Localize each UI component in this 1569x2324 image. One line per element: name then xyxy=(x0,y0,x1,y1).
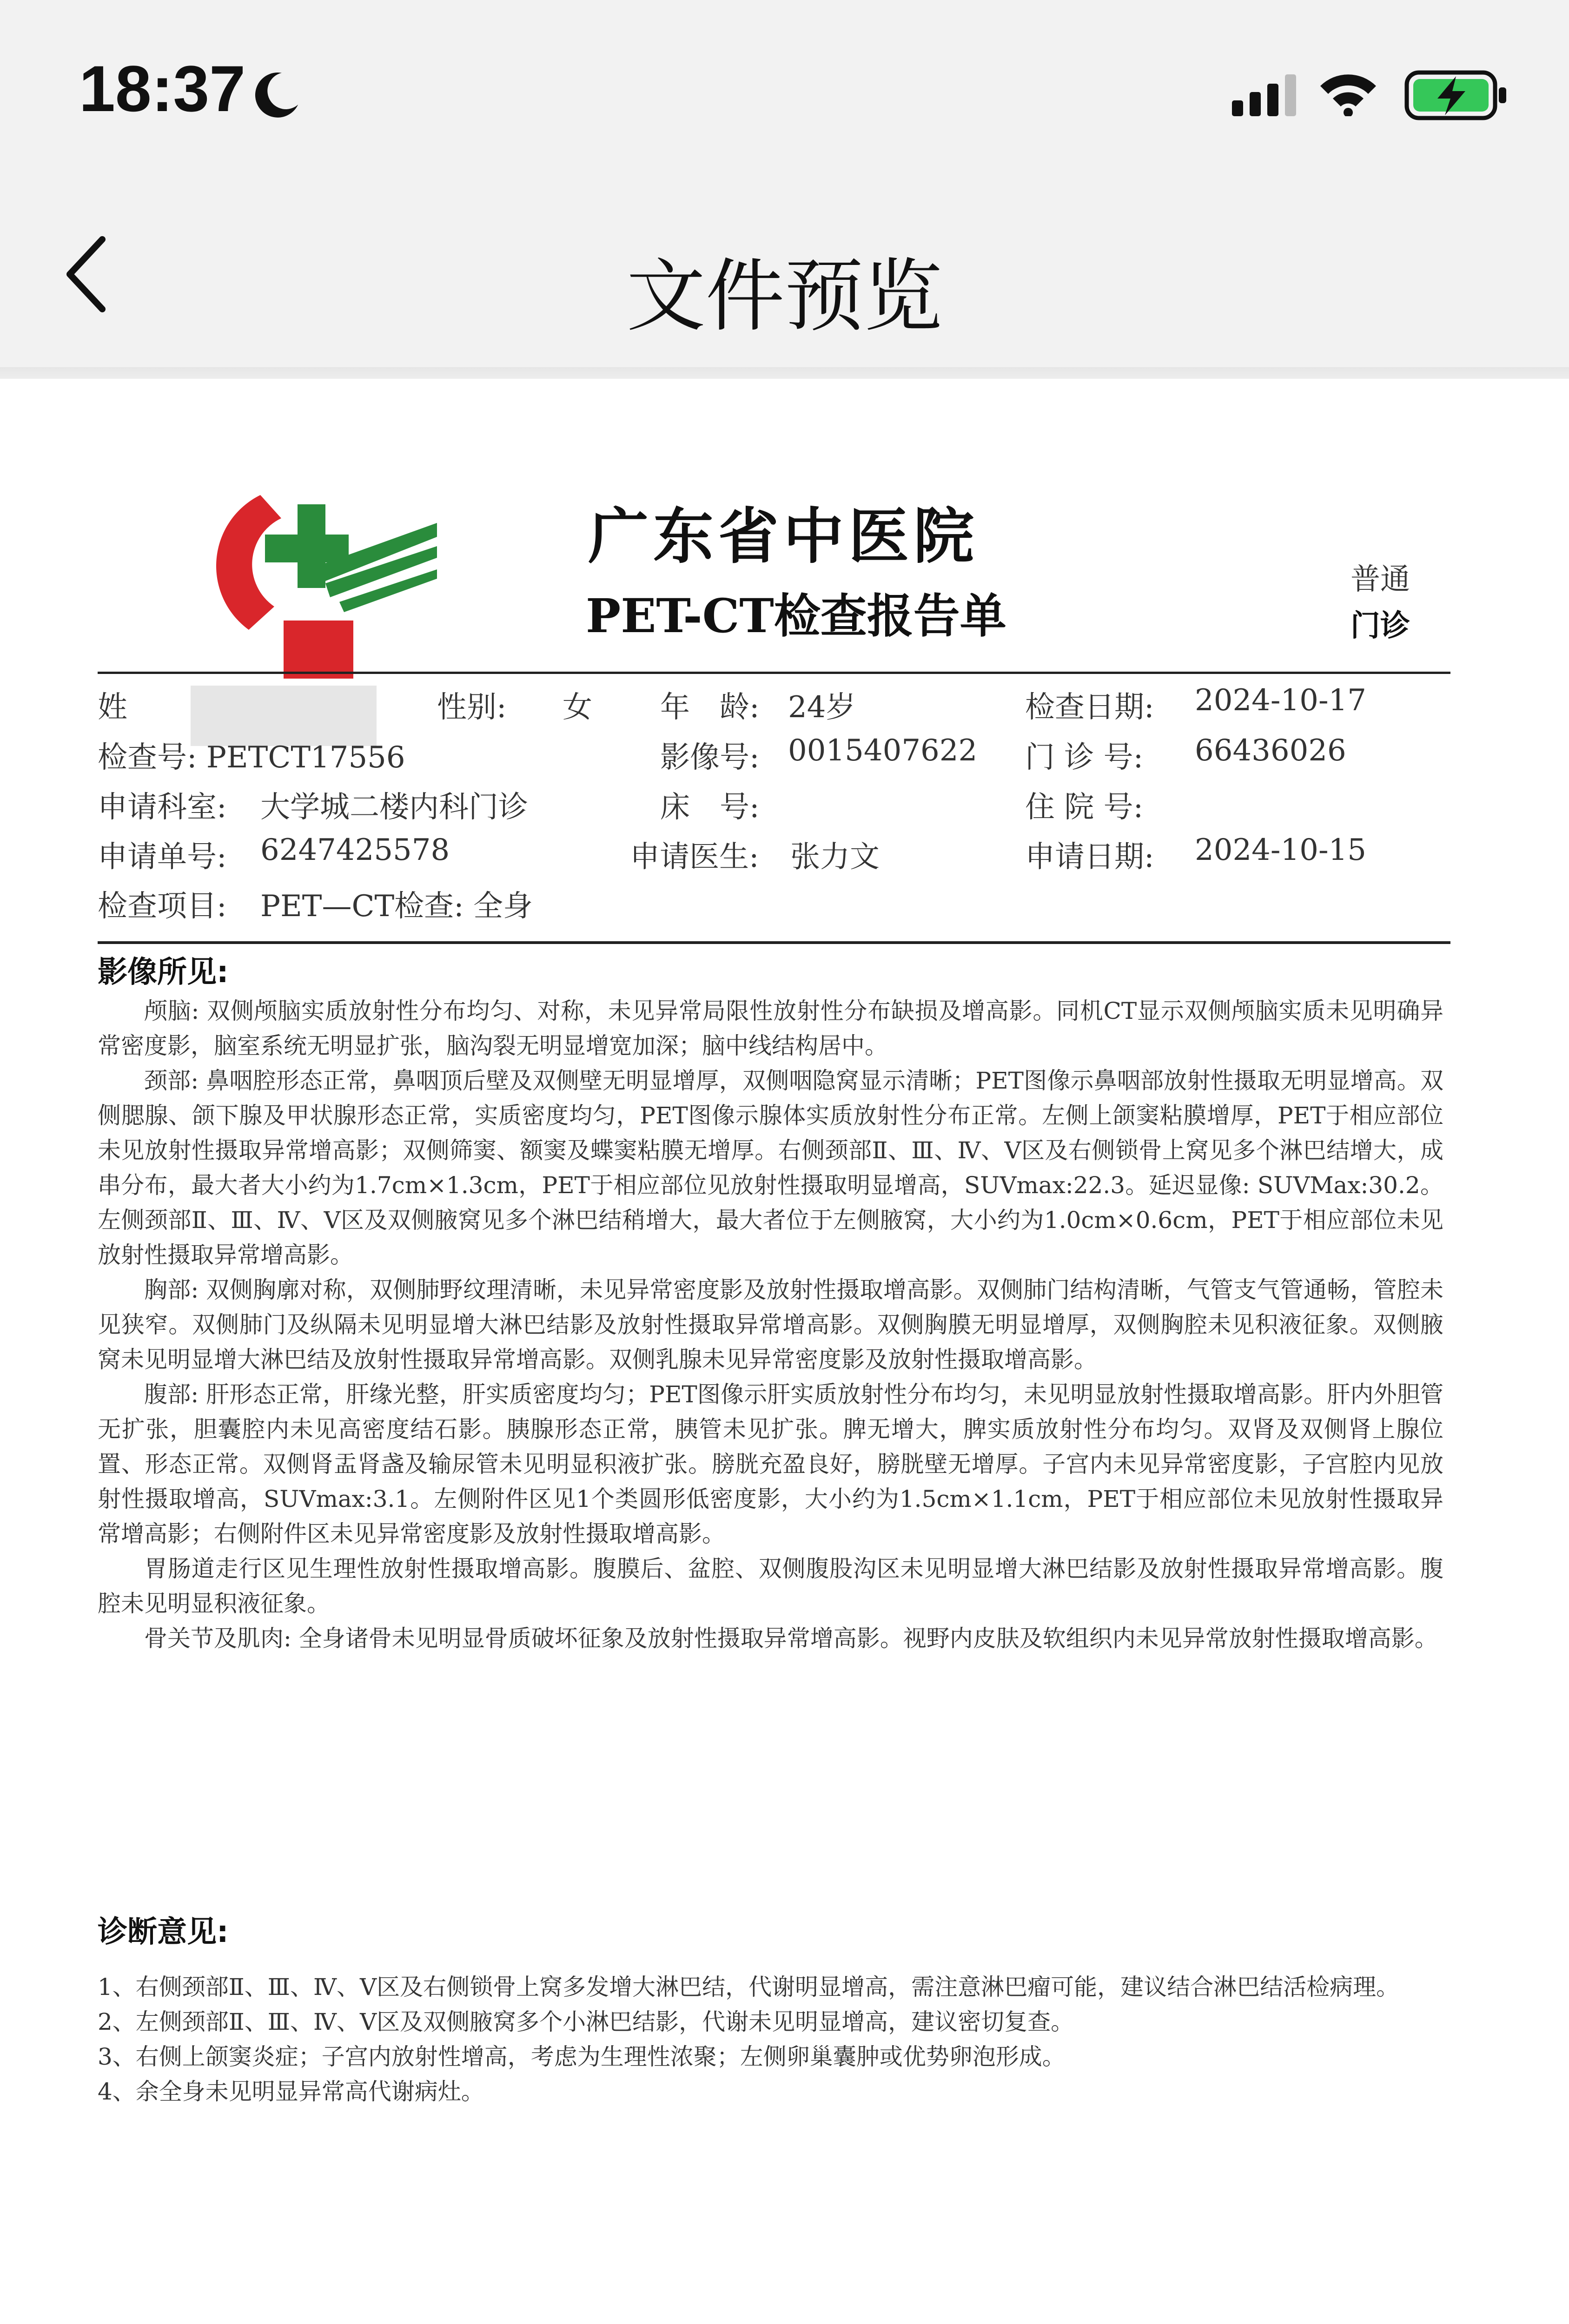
name-label: 姓 xyxy=(98,690,127,725)
diagnosis-item: 1、右侧颈部Ⅱ、Ⅲ、Ⅳ、Ⅴ区及右侧锁骨上窝多发增大淋巴结，代谢明显增高，需注意淋巴瘤可能，建议结合淋巴结活检病理。 xyxy=(98,1974,1400,2000)
image-no-label: 影像号: xyxy=(660,740,760,775)
finding-paragraph: 胃肠道走行区见生理性放射性摄取增高影。腹膜后、盆腔、双侧腹股沟区未见明显增大淋巴结影及放射性摄取异常增高影。腹腔未见明显积液征象。 xyxy=(98,1555,1443,1617)
diagnosis-item: 4、余全身未见明显异常高代谢病灶。 xyxy=(98,2078,484,2105)
req-doctor-value: 张力文 xyxy=(790,840,880,874)
finding-paragraph: 颈部: 鼻咽腔形态正常，鼻咽顶后壁及双侧壁无明显增厚，双侧咽隐窝显示清晰；PET图像示鼻咽部放射性摄取无明显增高。双侧腮腺、颌下腺及甲状腺形态正常，实质密度均匀，PET图像示腺体实质放射性分布正常。左侧上颌窦粘膜增厚，PET于相应部位未见放射性摄取异常增高影；双侧筛窦、额窦及蝶窦粘膜无增厚。右侧颈部Ⅱ、Ⅲ、Ⅳ、Ⅴ区及右侧锁骨上窝见多个淋巴结增大，成串分布，最大者大小约为1.7cm×1.3cm，PET于相应部位见放射性摄取明显增高，SUVmax:22.3。延迟显像: SUVMax:30.2。左侧颈部Ⅱ、Ⅲ、Ⅳ、Ⅴ区及双侧腋窝见多个淋巴结稍增大，最大者位于左侧腋窝，大小约为1.0cm×0.6cm，PET于相应部位未见放射性摄取异常增高影。 xyxy=(98,1067,1443,1268)
page-title: 文件预览 xyxy=(626,251,943,343)
hospital-name: 广东省中医院 xyxy=(588,501,979,572)
clinic-no-label: 门 诊 号: xyxy=(1025,740,1144,775)
diagnosis-item: 3、右侧上颌窦炎症；子宫内放射性增高，考虑为生理性浓聚；左侧卵巢囊肿或优势卵泡形成。 xyxy=(98,2043,1066,2070)
image-no-value: 0015407622 xyxy=(788,733,978,768)
req-doctor-label: 申请医生: xyxy=(630,840,759,874)
req-date-label: 申请日期: xyxy=(1025,840,1154,874)
exam-item-value: PET—CT检查: 全身 xyxy=(260,889,533,924)
clinic-no-value: 66436026 xyxy=(1195,733,1346,768)
finding-paragraph: 胸部: 双侧胸廓对称，双侧肺野纹理清晰，未见异常密度影及放射性摄取增高影。双侧肺门结构清晰，气管支气管通畅，管腔未见狭窄。双侧肺门及纵隔未见明显增大淋巴结影及放射性摄取异常增高影。双侧胸膜无明显增厚，双侧胸腔未见积液征象。双侧腋窝未见明显增大淋巴结及放射性摄取异常增高影。双侧乳腺未见异常密度影及放射性摄取增高影。 xyxy=(98,1276,1443,1373)
bed-label: 床 号: xyxy=(660,790,760,825)
wifi-icon xyxy=(1318,70,1378,116)
status-time: 18:37 xyxy=(79,52,246,125)
age-value: 24岁 xyxy=(788,690,856,725)
req-no-label: 申请单号: xyxy=(98,840,227,874)
info-rule xyxy=(98,941,1450,944)
req-date-value: 2024-10-15 xyxy=(1195,833,1366,867)
dept-value: 大学城二楼内科门诊 xyxy=(260,790,528,825)
cellular-signal-icon xyxy=(1232,74,1302,116)
report-page xyxy=(0,379,1569,2324)
exam-date-label: 检查日期: xyxy=(1025,690,1154,725)
moon-icon xyxy=(251,69,302,120)
age-label: 年 龄: xyxy=(660,690,760,725)
visit-type-clinic: 门诊 xyxy=(1351,608,1410,643)
finding-paragraph: 腹部: 肝形态正常，肝缘光整，肝实质密度均匀；PET图像示肝实质放射性分布均匀，未见明显放射性摄取增高影。肝内外胆管无扩张，胆囊腔内未见高密度结石影。胰腺形态正常，胰管未见扩张。脾无增大，脾实质放射性分布均匀。双肾及双侧肾上腺位置、形态正常。双侧肾盂肾盏及输尿管未见明显积液扩张。膀胱充盈良好，膀胱壁无增厚。子宫内未见异常密度影，子宫腔内见放射性摄取增高，SUVmax:3.1。左侧附件区见1个类圆形低密度影，大小约为1.5cm×1.1cm，PET于相应部位未见放射性摄取异常增高影；右侧附件区未见异常密度影及放射性摄取增高影。 xyxy=(98,1381,1443,1547)
req-no-value: 6247425578 xyxy=(260,833,450,867)
diagnosis-item: 2、左侧颈部Ⅱ、Ⅲ、Ⅳ、Ⅴ区及双侧腋窝多个小淋巴结影，代谢未见明显增高，建议密切复查。 xyxy=(98,2008,1074,2035)
hospital-logo xyxy=(205,490,446,681)
findings-title: 影像所见: xyxy=(98,955,229,990)
exam-date-value: 2024-10-17 xyxy=(1195,683,1366,718)
gender-value: 女 xyxy=(563,690,592,725)
gender-label: 性别: xyxy=(437,690,507,725)
report-title: PET-CT检查报告单 xyxy=(586,588,1006,643)
visit-type: 普通 xyxy=(1351,562,1410,597)
header-rule xyxy=(98,672,1450,674)
diagnosis-title: 诊断意见: xyxy=(98,1915,229,1949)
battery-charging-icon xyxy=(1404,70,1511,121)
dept-label: 申请科室: xyxy=(98,790,227,825)
exam-item-label: 检查项目: xyxy=(98,889,227,924)
inpatient-label: 住 院 号: xyxy=(1025,790,1144,825)
finding-paragraph: 颅脑: 双侧颅脑实质放射性分布均匀、对称，未见异常局限性放射性分布缺损及增高影。同机CT显示双侧颅脑实质未见明确异常密度影，脑室系统无明显扩张，脑沟裂无明显增宽加深；脑中线结构居中。 xyxy=(98,997,1443,1059)
finding-paragraph: 骨关节及肌肉: 全身诸骨未见明显骨质破坏征象及放射性摄取异常增高影。视野内皮肤及软组织内未见异常放射性摄取增高影。 xyxy=(144,1625,1438,1652)
exam-no: 检查号: PETCT17556 xyxy=(98,740,405,775)
